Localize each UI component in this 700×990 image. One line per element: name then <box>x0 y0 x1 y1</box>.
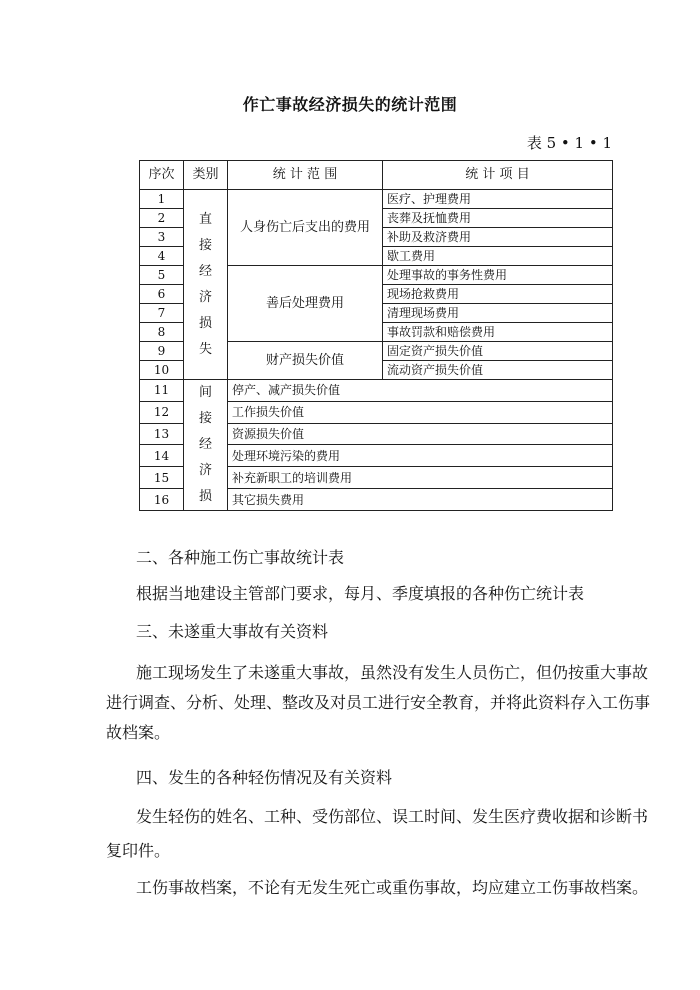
row-number: 1 <box>140 190 184 209</box>
section-heading-3: 三、未遂重大事故有关资料 <box>136 622 329 641</box>
header-items: 统 计 项 目 <box>383 161 613 190</box>
category-indirect: 间接经济损 <box>184 380 228 511</box>
paragraph: 发生轻伤的姓名、工种、受伤部位、误工时间、发生医疗费收据和诊断书复印件。 <box>106 807 649 860</box>
row-item: 歇工费用 <box>383 247 613 266</box>
row-item: 补助及救济费用 <box>383 228 613 247</box>
row-number: 6 <box>140 285 184 304</box>
row-number: 9 <box>140 342 184 361</box>
row-item: 现场抢救费用 <box>383 285 613 304</box>
scope-aftermath: 善后处理费用 <box>228 266 383 342</box>
header-category: 类别 <box>184 161 228 190</box>
header-seq: 序次 <box>140 161 184 190</box>
row-item: 医疗、护理费用 <box>383 190 613 209</box>
row-item: 清理现场费用 <box>383 304 613 323</box>
row-number: 8 <box>140 323 184 342</box>
header-scope: 统 计 范 围 <box>228 161 383 190</box>
table-row <box>140 190 613 209</box>
scope-property: 财产损失价值 <box>228 342 383 380</box>
row-item: 处理环境污染的费用 <box>228 445 613 467</box>
table-number: 表 5 • 1 • 1 <box>526 134 612 152</box>
row-number: 4 <box>140 247 184 266</box>
loss-statistics-table <box>139 160 613 511</box>
row-number: 7 <box>140 304 184 323</box>
table-header-row <box>140 161 613 190</box>
row-number: 13 <box>140 423 184 445</box>
page-title: 作亡事故经济损失的统计范围 <box>242 95 458 114</box>
row-item: 事故罚款和赔偿费用 <box>383 323 613 342</box>
row-number: 12 <box>140 401 184 423</box>
paragraph: 施工现场发生了未遂重大事故，虽然没有发生人员伤亡，但仍按重大事故进行调查、分析、处理、整改及对员工进行安全教育，并将此资料存入工伤事故档案。 <box>106 663 651 742</box>
section-heading-4: 四、发生的各种轻伤情况及有关资料 <box>136 768 393 787</box>
row-number: 14 <box>140 445 184 467</box>
row-item: 其它损失费用 <box>228 489 613 511</box>
table-row <box>140 380 613 402</box>
row-number: 3 <box>140 228 184 247</box>
row-item: 工作损失价值 <box>228 401 613 423</box>
row-number: 5 <box>140 266 184 285</box>
section-heading-2: 二、各种施工伤亡事故统计表 <box>136 548 345 567</box>
row-number: 11 <box>140 380 184 402</box>
row-item: 处理事故的事务性费用 <box>383 266 613 285</box>
row-number: 15 <box>140 467 184 489</box>
row-item: 停产、减产损失价值 <box>228 380 613 402</box>
row-item: 固定资产损失价值 <box>383 342 613 361</box>
row-item: 丧葬及抚恤费用 <box>383 209 613 228</box>
scope-casualty: 人身伤亡后支出的费用 <box>228 190 383 266</box>
paragraph: 工伤事故档案，不论有无发生死亡或重伤事故，均应建立工伤事故档案。 <box>136 878 649 897</box>
row-item: 资源损失价值 <box>228 423 613 445</box>
row-number: 10 <box>140 361 184 380</box>
row-number: 2 <box>140 209 184 228</box>
row-item: 流动资产损失价值 <box>383 361 613 380</box>
paragraph: 根据当地建设主管部门要求，每月、季度填报的各种伤亡统计表 <box>136 584 585 603</box>
row-item: 补充新职工的培训费用 <box>228 467 613 489</box>
row-number: 16 <box>140 489 184 511</box>
category-direct: 直接经济损失 <box>184 190 228 380</box>
